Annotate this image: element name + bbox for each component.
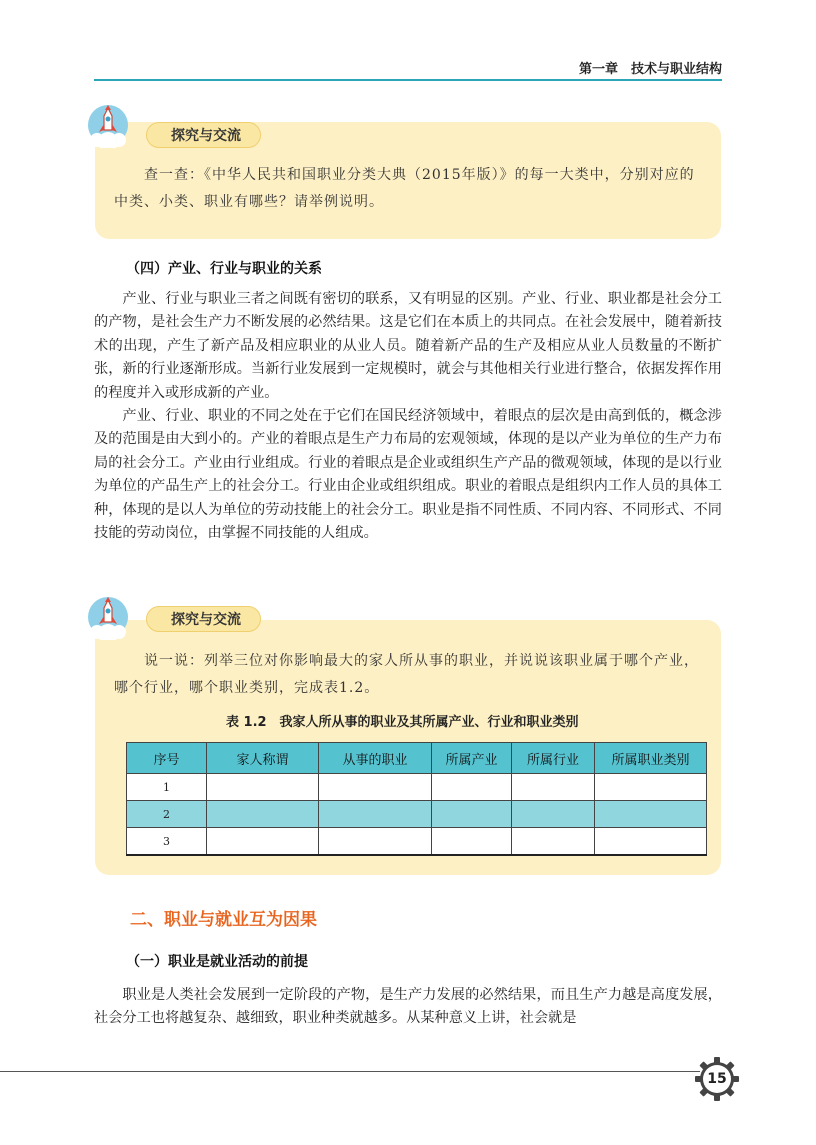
table-cell-index: 2 (127, 801, 207, 828)
paragraph: 产业、行业、职业的不同之处在于它们在国民经济领域中，着眼点的层次是由高到低的，概念涉及的范围是由大到小的。产业的着眼点是生产力布局的宏观领域，体现的是以产业为单位的生产力布局的社会分工。产业由行业组成。行业的着眼点是企业或组织生产产品的微观领域，体现的是以行业为单位的产品生产上的社会分工。行业由企业或组织组成。职业的着眼点是组织内工作人员的具体工种，体现的是以人为单位的劳动技能上的社会分工。职业是指不同性质、不同内容、不同形式、不同技能的劳动岗位，由掌握不同技能的人组成。 (94, 408, 722, 542)
table-header-cell: 序号 (127, 743, 207, 774)
table-cell-index: 1 (127, 774, 207, 801)
table-cell[interactable] (595, 774, 707, 801)
table-cell[interactable] (207, 801, 319, 828)
table-cell[interactable] (207, 774, 319, 801)
table-cell[interactable] (432, 774, 512, 801)
paragraph: 产业、行业与职业三者之间既有密切的联系，又有明显的区别。产业、行业、职业都是社会分工的产物，是社会生产力不断发展的必然结果。这是它们在本质上的共同点。在社会发展中，随着新技术的出现，产生了新产品及相应职业的从业人员。随着新产品的生产及相应从业人员数量的不断扩张，新的行业逐渐形成。当新行业发展到一定规模时，就会与其他相关行业进行整合，依据发挥作用的程度并入或形成新的产业。 (94, 291, 722, 401)
family-occupation-table (126, 742, 707, 856)
table-row (127, 828, 707, 856)
section-title: 二、职业与就业互为因果 (130, 910, 317, 930)
table-header-cell: 从事的职业 (319, 743, 432, 774)
table-cell[interactable] (595, 801, 707, 828)
subsection-heading: （一）职业是就业活动的前提 (126, 954, 308, 970)
table-header-cell: 家人称谓 (207, 743, 319, 774)
section-heading: （四）产业、行业与职业的关系 (126, 261, 322, 277)
chapter-header: 第一章 技术与职业结构 (578, 62, 722, 77)
table-cell[interactable] (512, 828, 595, 856)
table-header-cell: 所属产业 (432, 743, 512, 774)
table-cell[interactable] (319, 801, 432, 828)
explore-box-text: 说一说：列举三位对你影响最大的家人所从事的职业，并说说该职业属于哪个产业，哪个行业，哪个职业类别，完成表1.2。 (114, 653, 699, 696)
rocket-icon (85, 594, 131, 640)
page-number: 15 (707, 1071, 727, 1087)
header-rule (94, 79, 722, 81)
table-cell[interactable] (512, 774, 595, 801)
explore-box-text: 查一查：《中华人民共和国职业分类大典（2015年版）》的每一大类中，分别对应的中类、小类、职业有哪些？请举例说明。 (114, 167, 695, 210)
footer-rule (0, 1071, 700, 1072)
table-cell[interactable] (512, 801, 595, 828)
table-header-cell: 所属职业类别 (595, 743, 707, 774)
table-header-row (127, 743, 707, 774)
table-row (127, 801, 707, 828)
table-cell[interactable] (432, 828, 512, 856)
paragraph: 职业是人类社会发展到一定阶段的产物，是生产力发展的必然结果，而且生产力越是高度发展，社会分工也将越复杂、越细致，职业种类就越多。从某种意义上讲，社会就是 (94, 987, 722, 1027)
table-header-cell: 所属行业 (512, 743, 595, 774)
table-cell[interactable] (319, 774, 432, 801)
explore-box-label: 探究与交流 (146, 606, 261, 632)
explore-box-label: 探究与交流 (146, 122, 261, 148)
table-cell[interactable] (595, 828, 707, 856)
table-cell[interactable] (319, 828, 432, 856)
table-cell[interactable] (432, 801, 512, 828)
table-cell[interactable] (207, 828, 319, 856)
rocket-icon (85, 102, 131, 148)
table-row (127, 774, 707, 801)
table-caption: 表 1.2 我家人所从事的职业及其所属产业、行业和职业类别 (226, 715, 579, 730)
table-cell-index: 3 (127, 828, 207, 856)
